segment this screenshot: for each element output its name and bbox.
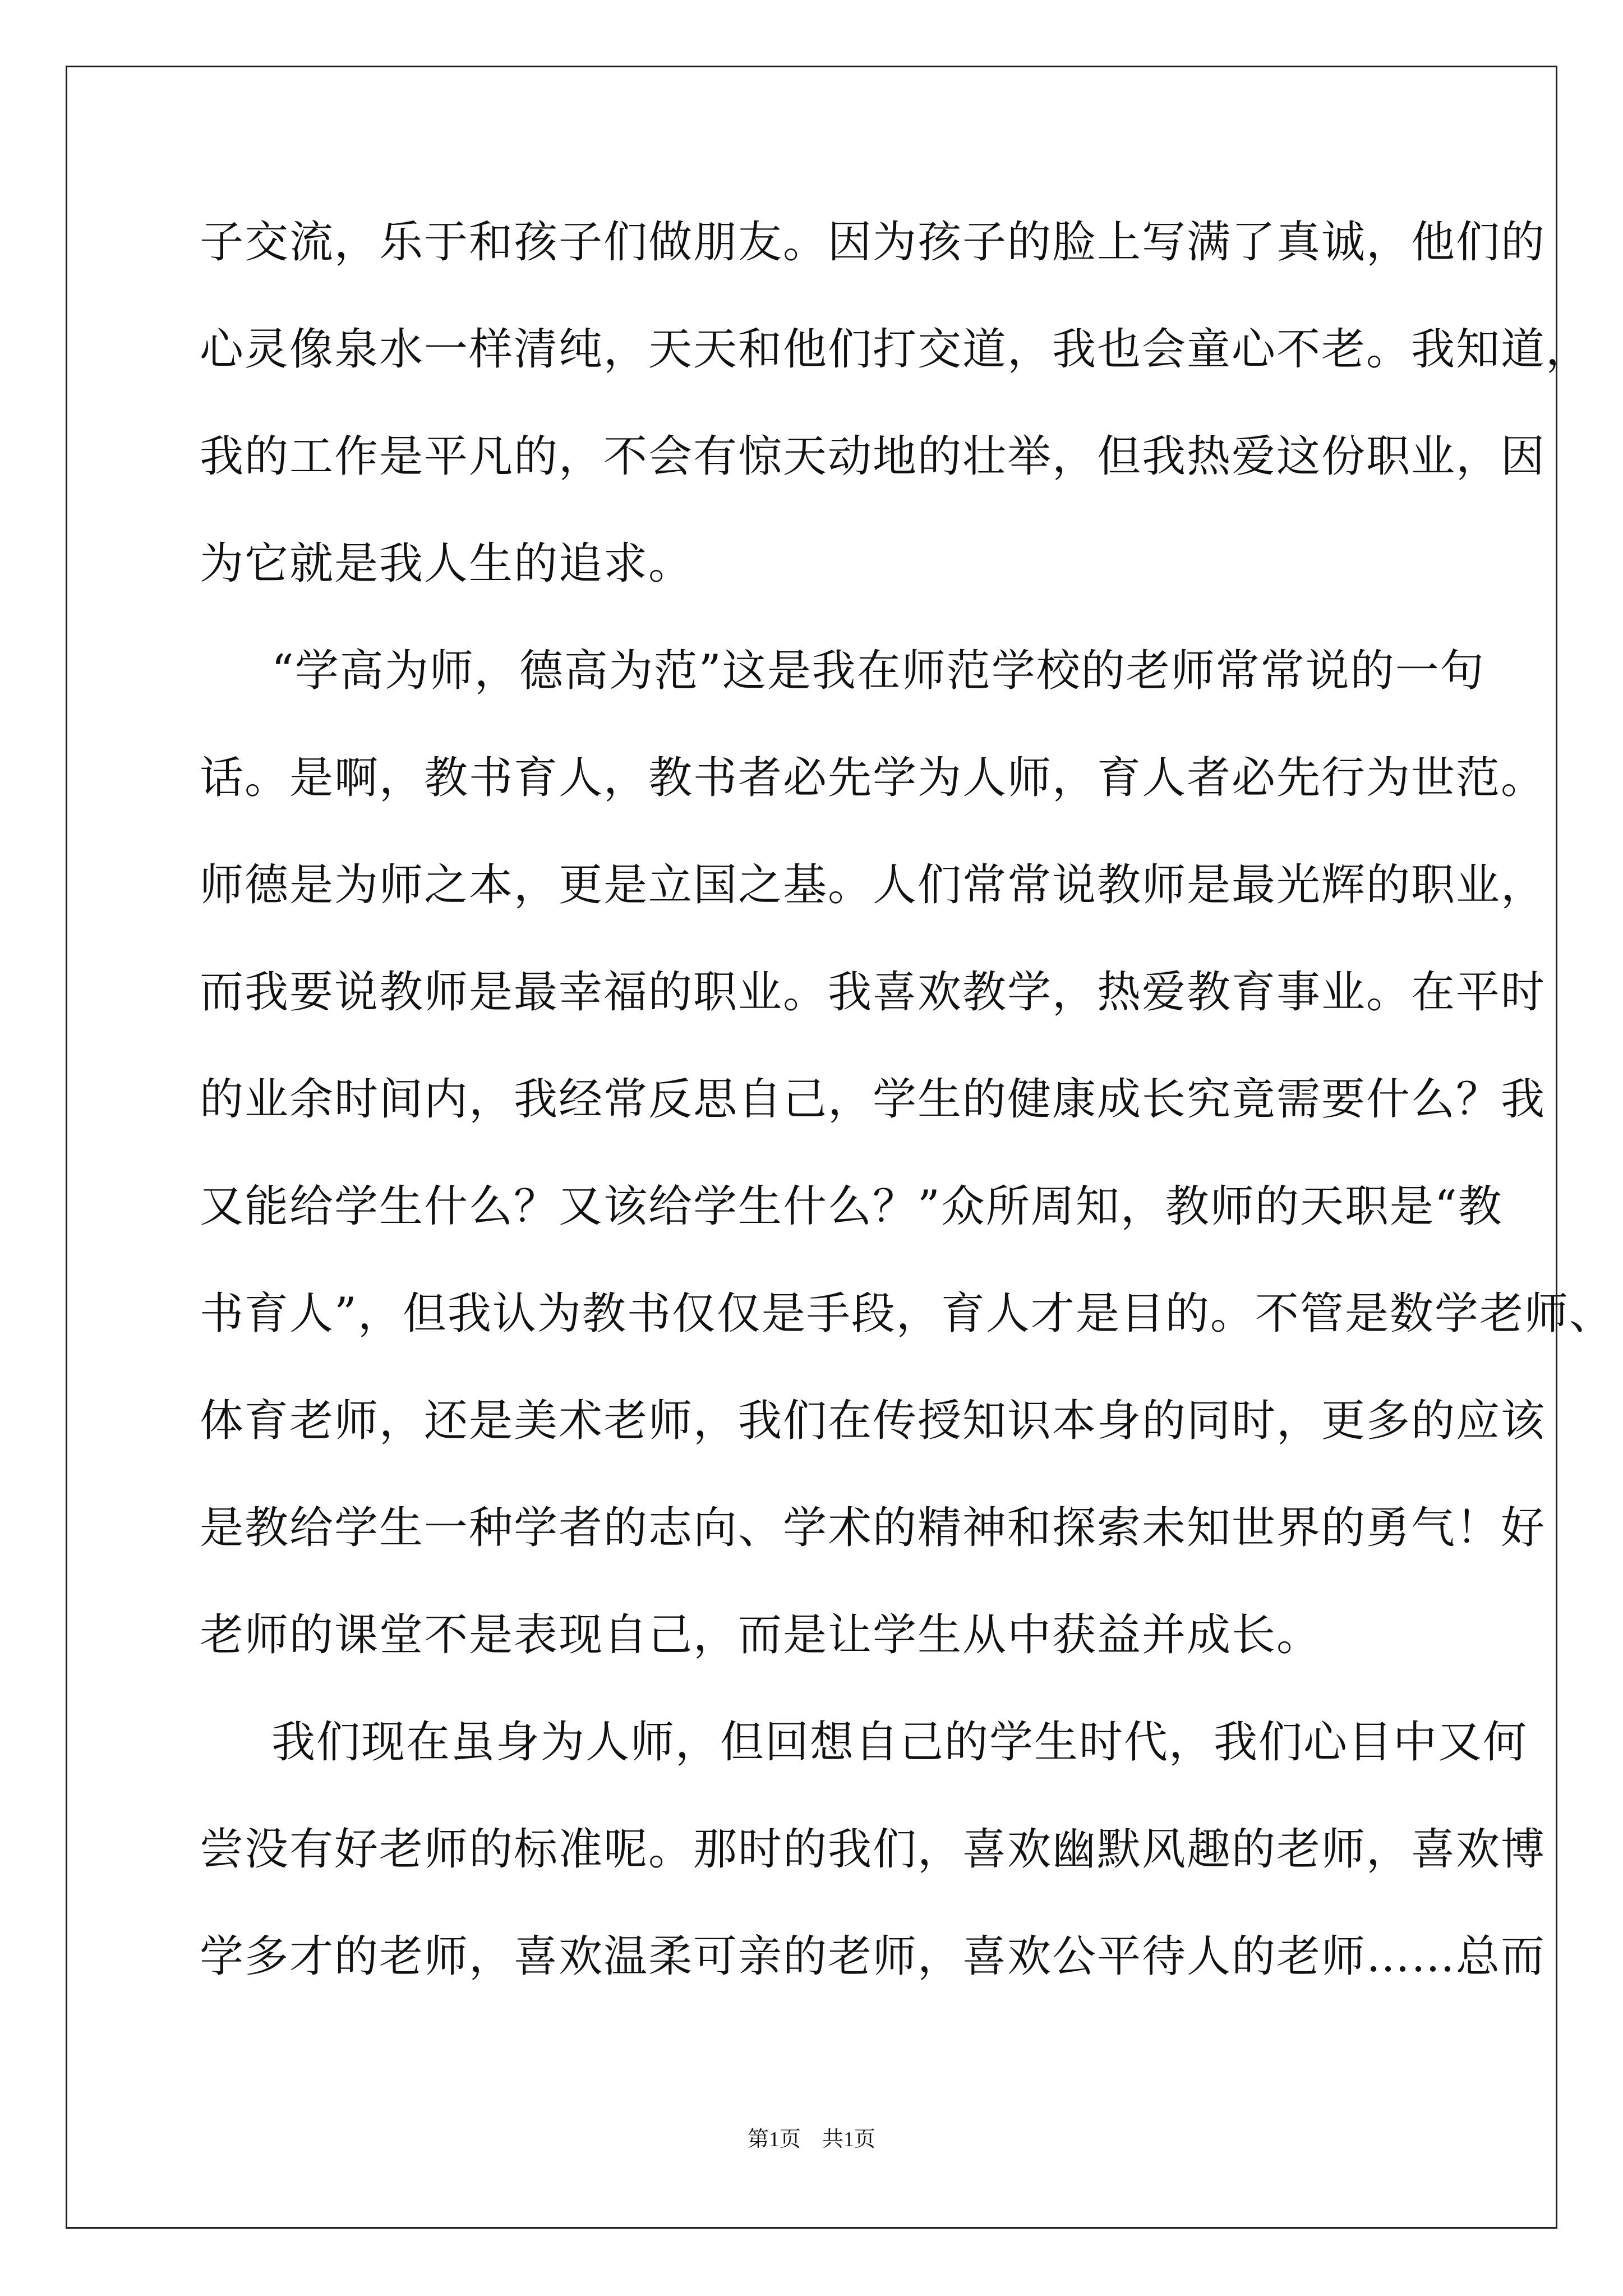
page-footer: 第1页 共1页	[747, 2128, 875, 2151]
text-line: 学多才的老师，喜欢温柔可亲的老师，喜欢公平待人的老师……总而	[200, 1931, 1546, 1982]
text-line: 书育人”，但我认为教书仅仅是手段，育人才是目的。不管是数学老师、	[200, 1289, 1614, 1339]
text-line: 的业余时间内，我经常反思自己，学生的健康成长究竟需要什么？我	[200, 1074, 1546, 1125]
text-line: 子交流，乐于和孩子们做朋友。因为孩子的脸上写满了真诚，他们的	[200, 217, 1546, 268]
text-line: 尝没有好老师的标准呢。那时的我们，喜欢幽默风趣的老师，喜欢博	[200, 1824, 1546, 1875]
text-line: 体育老师，还是美术老师，我们在传授知识本身的同时，更多的应该	[200, 1396, 1546, 1446]
text-line: 而我要说教师是最幸福的职业。我喜欢教学，热爱教育事业。在平时	[200, 967, 1546, 1018]
text-line: 为它就是我人生的追求。	[200, 539, 694, 589]
text-line: 又能给学生什么？又该给学生什么？”众所周知，教师的天职是“教	[200, 1181, 1503, 1232]
text-line: 心灵像泉水一样清纯，天天和他们打交道，我也会童心不老。我知道，	[200, 324, 1591, 375]
document-body	[200, 216, 1614, 2037]
text-line: 话。是啊，教书育人，教书者必先学为人师，育人者必先行为世范。	[200, 753, 1546, 803]
text-line: 我的工作是平凡的，不会有惊天动地的壮举，但我热爱这份职业，因	[200, 431, 1546, 482]
text-line: 是教给学生一种学者的志向、学术的精神和探索未知世界的勇气！好	[200, 1503, 1546, 1553]
text-line: “学高为师，德高为范”这是我在师范学校的老师常常说的一句	[271, 646, 1485, 696]
text-line: 我们现在虽身为人师，但回想自己的学生时代，我们心目中又何	[271, 1717, 1528, 1768]
text-line: 师德是为师之本，更是立国之基。人们常常说教师是最光辉的职业，	[200, 860, 1546, 910]
text-line: 老师的课堂不是表现自己，而是让学生从中获益并成长。	[200, 1610, 1322, 1660]
